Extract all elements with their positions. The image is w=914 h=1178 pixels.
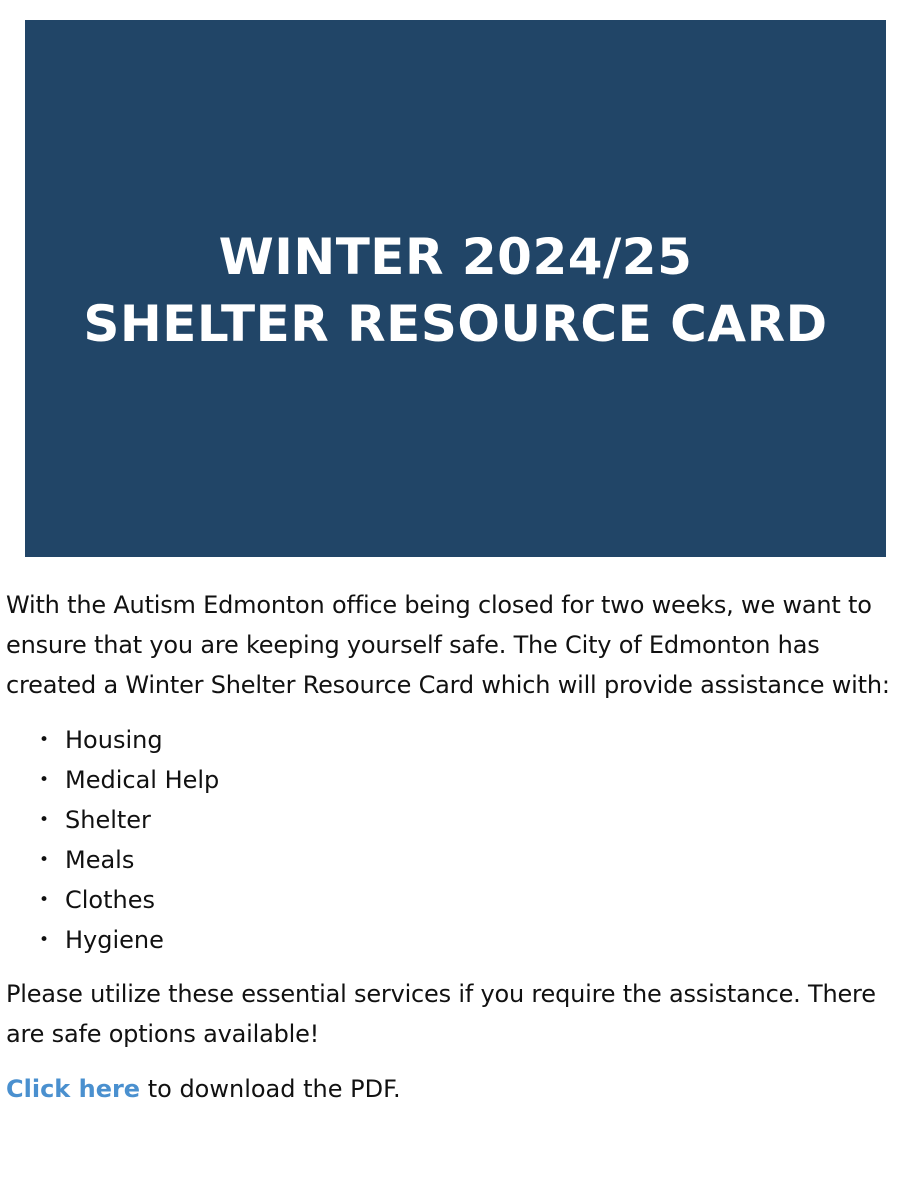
service-label: Meals — [65, 846, 135, 874]
list-item — [6, 840, 896, 880]
banner-title-line-2: SHELTER RESOURCE CARD — [83, 294, 828, 353]
download-pdf-link[interactable]: Click here — [6, 1075, 141, 1103]
list-item — [6, 920, 896, 960]
services-list — [6, 720, 896, 960]
banner-title-line-1: WINTER 2024/25 — [218, 227, 693, 286]
bullet-icon: • — [39, 930, 50, 950]
bullet-icon: • — [39, 770, 50, 790]
article-content — [6, 585, 896, 1109]
download-suffix: to download the PDF. — [140, 1075, 401, 1103]
closing-paragraph: Please utilize these essential services if you require the assistance. There are safe options available! — [6, 980, 876, 1048]
list-item — [6, 720, 896, 760]
shelter-resource-banner — [25, 20, 886, 557]
service-label: Medical Help — [65, 766, 220, 794]
download-paragraph — [6, 1069, 896, 1109]
bullet-icon: • — [39, 730, 50, 750]
service-label: Shelter — [65, 806, 151, 834]
list-item — [6, 880, 896, 920]
bullet-icon: • — [39, 890, 50, 910]
service-label: Hygiene — [65, 926, 164, 954]
list-item — [6, 760, 896, 800]
intro-paragraph: With the Autism Edmonton office being closed for two weeks, we want to ensure that you are keeping yourself safe. The City of Edmonton has created a Winter Shelter Resource Card which will provide assistance with: — [6, 591, 890, 699]
service-label: Clothes — [65, 886, 155, 914]
list-item — [6, 800, 896, 840]
bullet-icon: • — [39, 850, 50, 870]
banner-title — [83, 224, 827, 358]
service-label: Housing — [65, 726, 163, 754]
bullet-icon: • — [39, 810, 50, 830]
